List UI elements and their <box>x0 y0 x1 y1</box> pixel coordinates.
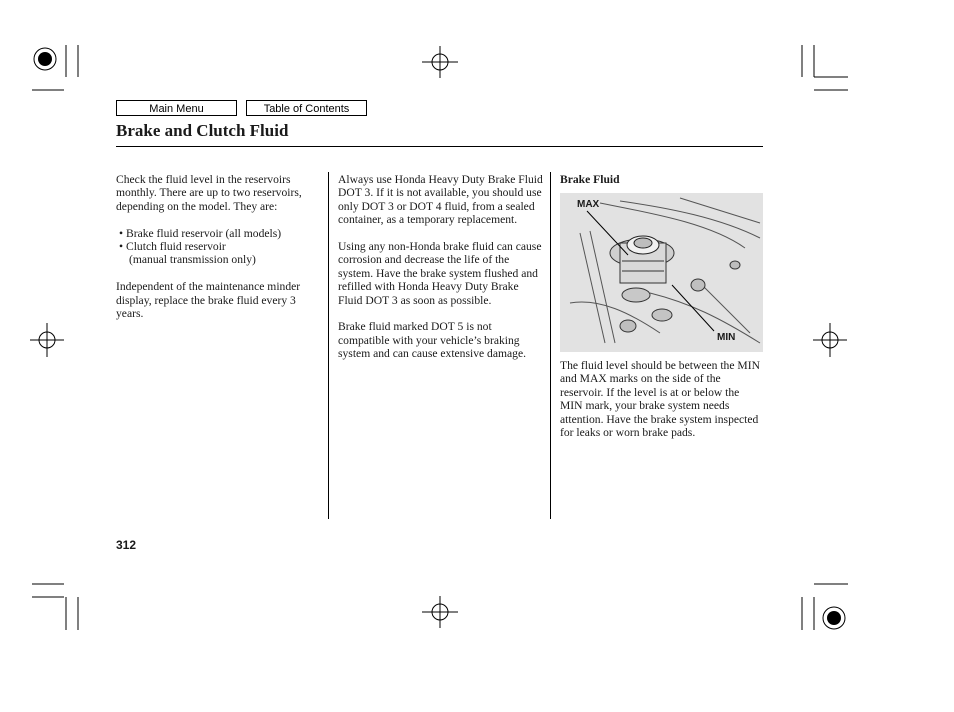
list-item: • Brake fluid reservoir (all models) <box>119 226 282 240</box>
main-menu-button[interactable]: Main Menu <box>116 100 237 116</box>
list-item-label: Clutch fluid reservoir <box>125 240 226 254</box>
table-of-contents-button[interactable]: Table of Contents <box>246 100 367 116</box>
brake-fluid-heading: Brake Fluid <box>560 173 620 186</box>
column-2 <box>338 173 544 374</box>
column-divider-1 <box>328 172 329 519</box>
brake-reservoir-figure <box>560 193 763 352</box>
fluid-level-paragraph: The fluid level should be between the MIN and MAX marks on the side of the reservoir. If the level is at or below the MIN mark, your brake system needs attention. Have the brake system inspected for leaks or worn brake pads. <box>560 359 760 440</box>
column-3 <box>560 173 763 192</box>
title-rule <box>116 146 763 147</box>
reservoir-list <box>116 227 316 267</box>
replacement-paragraph: Independent of the maintenance minder display, replace the brake fluid every 3 years. <box>116 280 301 321</box>
page-number: 312 <box>116 538 137 552</box>
fluid-type-paragraph: Always use Honda Heavy Duty Brake Fluid DOT 3. If it is not available, you should use only DOT 3 or DOT 4 fluid, from a sealed container, as a temporary replacement. <box>338 173 543 227</box>
column-1 <box>116 173 316 334</box>
page-title: Brake and Clutch Fluid <box>116 121 289 140</box>
min-label: MIN <box>717 332 736 343</box>
list-item-label: Brake fluid reservoir (all models) <box>125 226 282 240</box>
list-item-sublabel: (manual transmission only) <box>129 253 256 267</box>
reservoir-illustration <box>560 193 763 352</box>
non-honda-warning-paragraph: Using any non-Honda brake fluid can cause corrosion and decrease the life of the system. Have the brake system flushed and refilled with Honda Heavy Duty Brake Fluid DOT 3 as soon as possible. <box>338 240 542 307</box>
dot5-warning-paragraph: Brake fluid marked DOT 5 is not compatible with your vehicle’s braking system and can cause extensive damage. <box>338 320 527 361</box>
list-item: • Clutch fluid reservoir (manual transmission only) <box>116 240 316 267</box>
column-3-body <box>560 359 763 453</box>
max-label: MAX <box>577 199 600 210</box>
intro-paragraph: Check the fluid level in the reservoirs monthly. There are up to two reservoirs, depending on the model. They are: <box>116 173 302 213</box>
column-divider-2 <box>550 172 551 519</box>
